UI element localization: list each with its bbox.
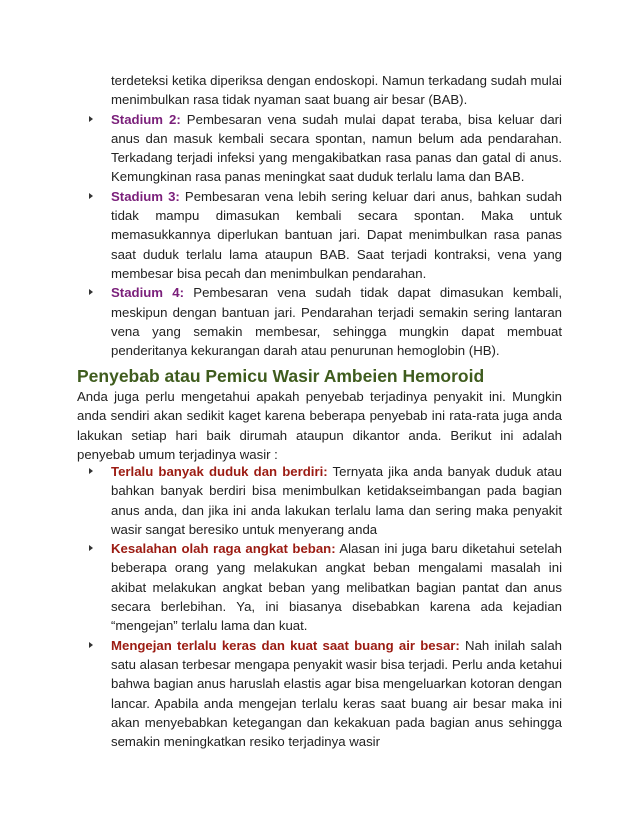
cause-text: Alasan ini juga baru diketahui setelah beberapa orang yang melakukan angkat beban mengalami masalah ini akibat melakukan angkat beban yang melibatkan bagian pantat dan anus secara berlebihan. Ya, ini biasanya disebabkan karena ada kejadian “mengejan” terlalu lama dan kuat.	[111, 541, 562, 634]
list-item	[111, 110, 562, 187]
bullet-icon	[89, 468, 93, 474]
list-item	[111, 71, 562, 110]
list-item	[111, 283, 562, 360]
cause-text: Nah inilah salah satu alasan terbesar mengapa penyakit wasir bisa terjadi. Perlu anda ketahui bahwa bagian anus haruslah elastis agar bisa mengeluarkan kotoran dengan lancar. Apabila anda mengejan terlalu keras saat buang air besar maka ini akan menyebabkan ketegangan dan kekakuan pada bagian anus sehingga semakin meningkatkan resiko terjadinya wasir	[111, 637, 562, 750]
list-item	[111, 539, 562, 635]
bullet-icon	[89, 116, 93, 122]
cause-text: Ternyata jika anda banyak duduk atau bahkan banyak berdiri bisa menimbulkan ketidakseimbangan pada bagian anus anda, dan jika ini anda lakukan terlalu lama dan sering maka penyakit wasir sangat beresiko untuk menyerang anda	[111, 464, 563, 537]
stage-term: Stadium 2:	[111, 111, 181, 127]
section-heading: Penyebab atau Pemicu Wasir Ambeien Hemoroid	[77, 366, 485, 386]
cause-list	[111, 462, 562, 751]
stage-list	[111, 71, 562, 360]
stage-text: Pembesaran vena lebih sering keluar dari anus, bahkan sudah tidak mampu dimasukan kembali secara spontan. Maka untuk memasukkannya diperlukan bantuan jari. Dapat menimbulkan rasa panas saat duduk terlalu lama ataupun BAB. Saat terjadi kontraksi, vena yang membesar bisa pecah dan menimbulkan pendarahan.	[111, 188, 562, 281]
list-item	[111, 462, 562, 539]
intro-paragraph: Anda juga perlu mengetahui apakah penyebab terjadinya penyakit ini. Mungkin anda sendiri akan sedikit kaget karena beberapa penyebab ini rata-rata juga anda lakukan setiap hari baik dirumah ataupun dikantor anda. Berikut ini adalah penyebab umum terjadinya wasir :	[77, 389, 562, 462]
stage-text: Pembesaran vena sudah tidak dapat dimasukan kembali, meskipun dengan bantuan jari. Pendarahan terjadi semakin sering lantaran vena yang semakin membesar, sehingga mungkin dapat membuat penderitanya kekurangan darah atau penurunan hemoglobin (HB).	[111, 285, 562, 359]
bullet-icon	[89, 642, 93, 648]
stage-term: Stadium 3:	[111, 188, 180, 204]
continuation-text: terdeteksi ketika diperiksa dengan endoskopi. Namun terkadang sudah mulai menimbulkan rasa tidak nyaman saat buang air besar (BAB).	[111, 73, 562, 108]
stage-term: Stadium 4:	[111, 285, 185, 301]
bullet-icon	[89, 289, 93, 295]
cause-term: Terlalu banyak duduk dan berdiri:	[111, 464, 328, 479]
cause-term: Kesalahan olah raga angkat beban:	[111, 541, 336, 557]
list-item	[111, 187, 562, 283]
cause-term: Mengejan terlalu keras dan kuat saat buang air besar:	[111, 637, 460, 653]
bullet-icon	[89, 193, 93, 199]
stage-text: Pembesaran vena sudah mulai dapat teraba, bisa keluar dari anus dan masuk kembali secara spontan, namun belum ada pendarahan. Terkadang terjadi infeksi yang mengakibatkan rasa panas dan gatal di anus. Kemungkinan rasa panas meningkat saat duduk terlalu lama dan BAB.	[111, 111, 562, 185]
list-item	[111, 636, 562, 752]
bullet-icon	[89, 545, 93, 551]
